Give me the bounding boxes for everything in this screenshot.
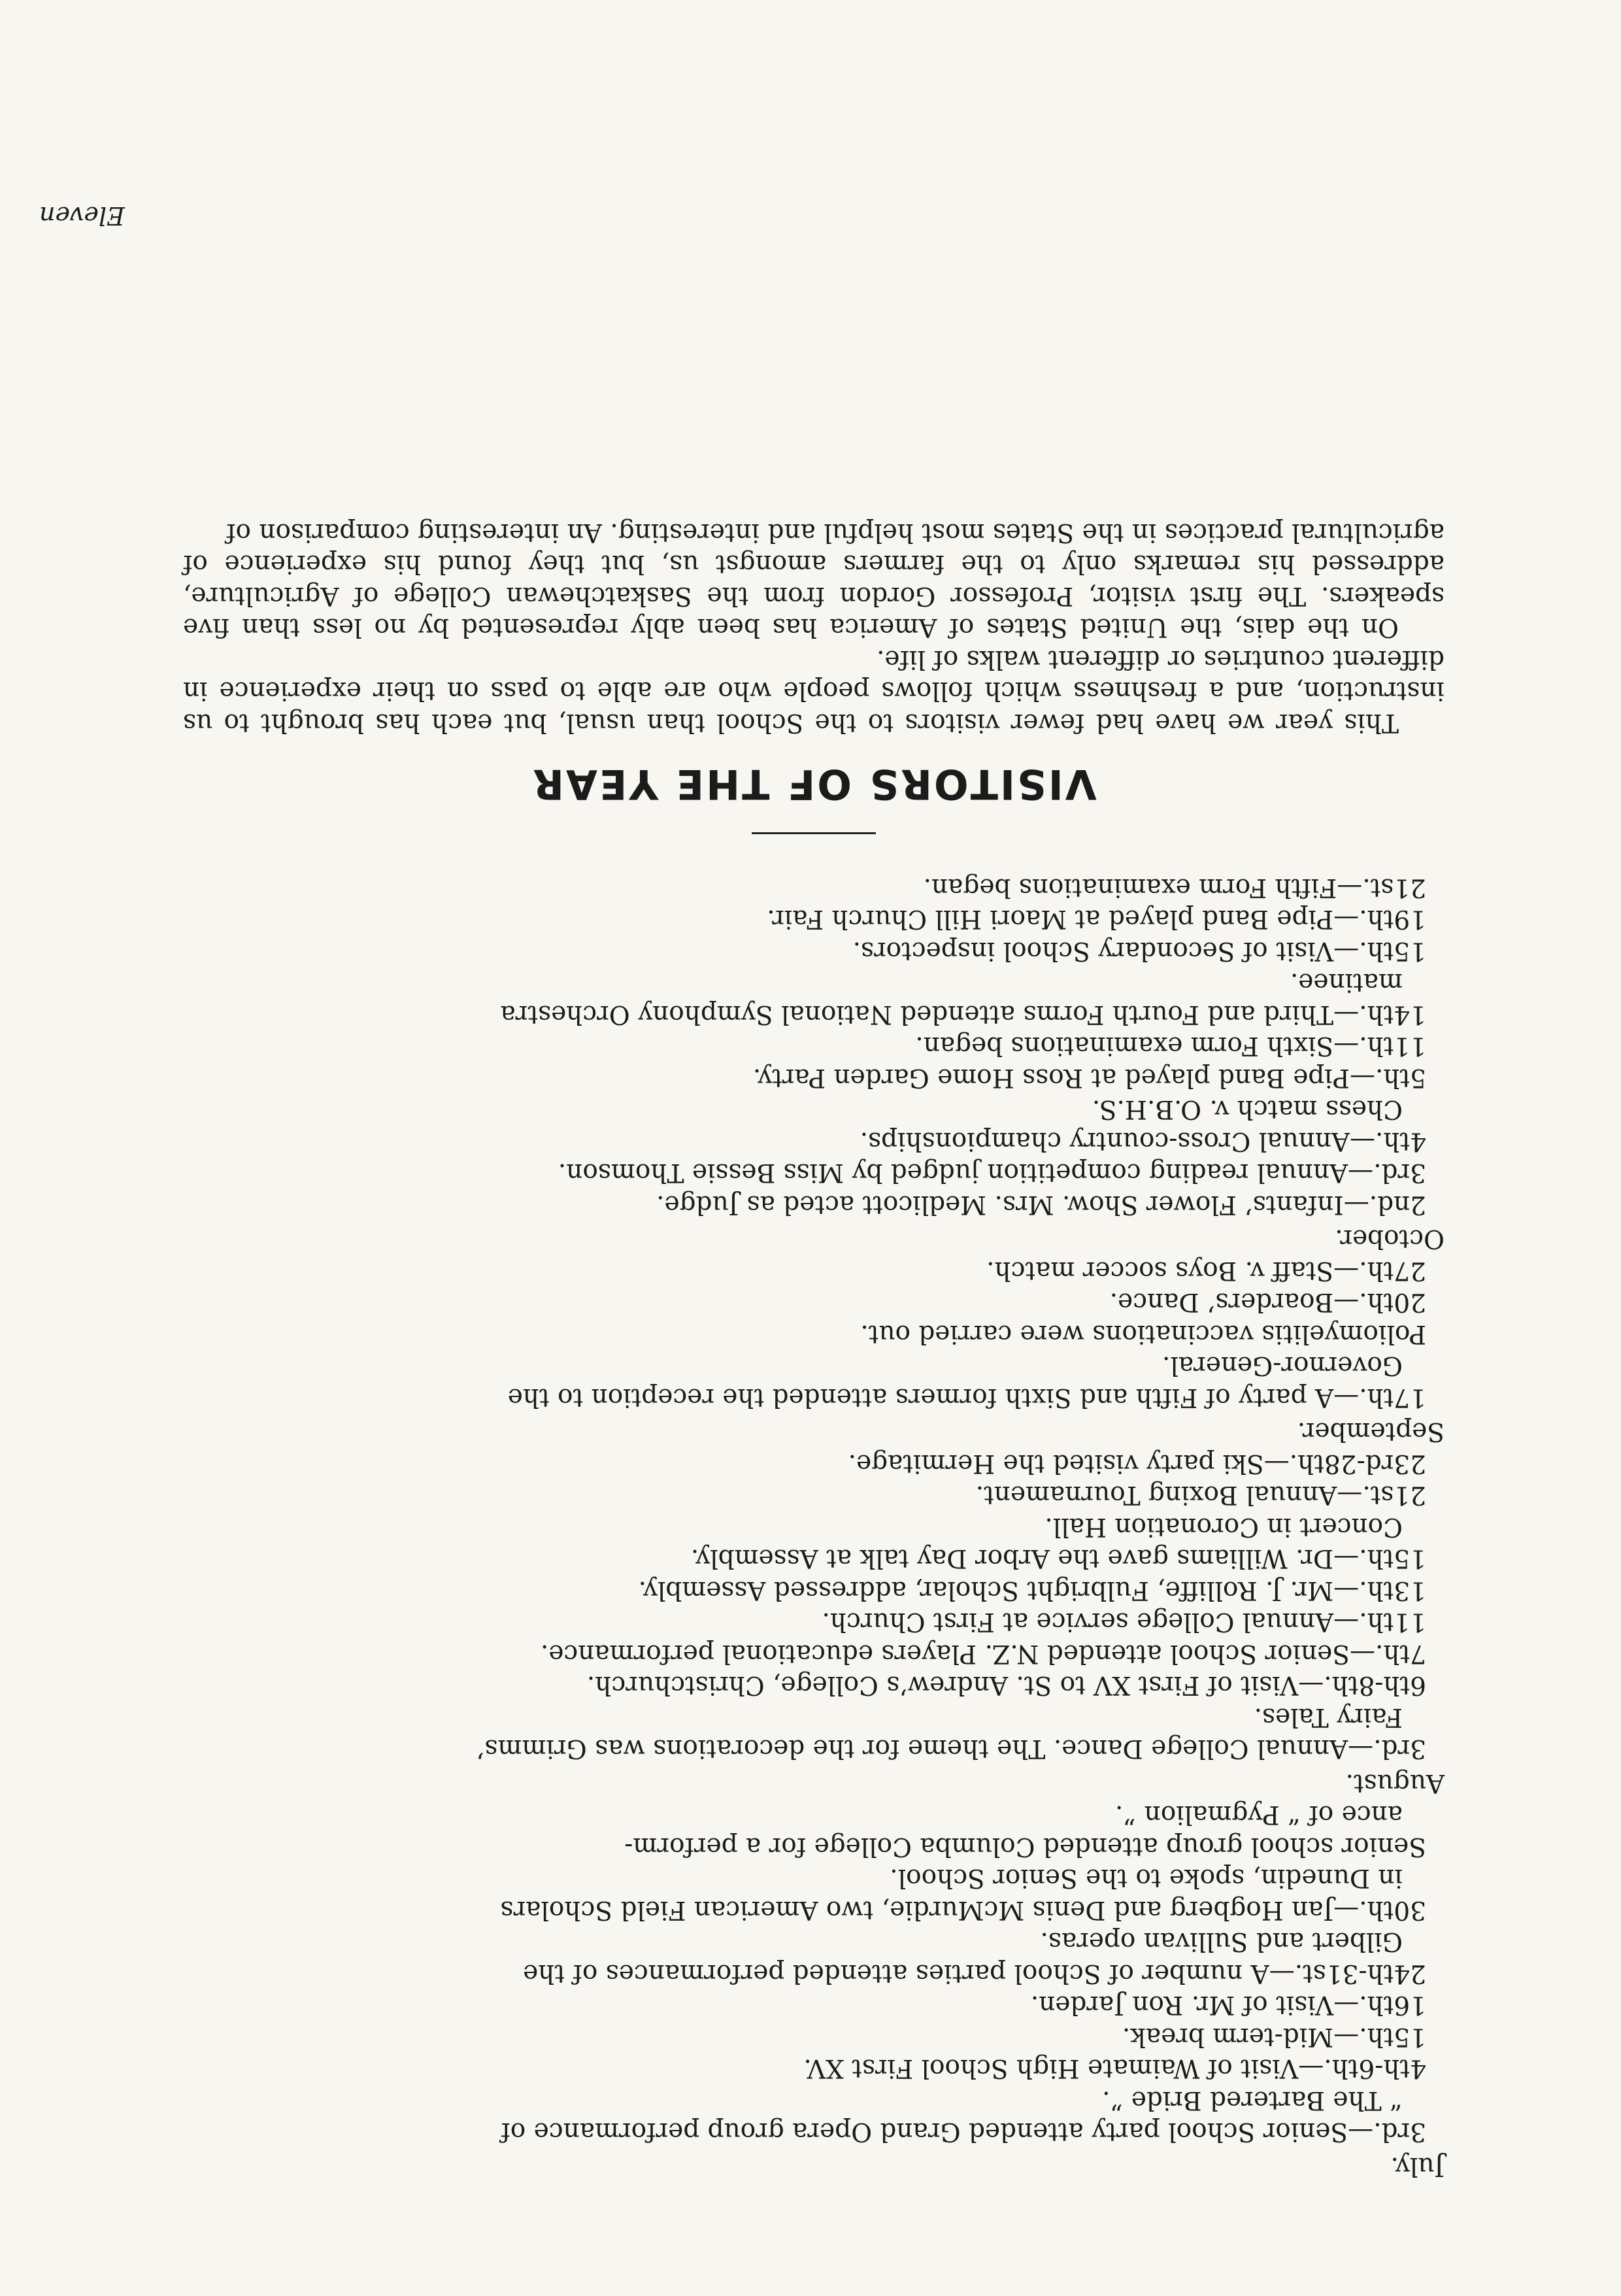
chronicle-entry: 30th.—Jan Hogberg and Denis McMurdie, two American Field Scholars in Dunedin, spoke to the Senior School. <box>500 1863 1426 1925</box>
month-heading: August. <box>1345 1768 1445 1798</box>
chronicle-entry: 24th-31st.—A number of School parties attended performances of the Gilbert and Sullivan operas. <box>523 1927 1426 1988</box>
chronicle-entry: 5th.—Pipe Band played at Ross Home Garden Party. <box>752 1063 1426 1092</box>
chronicle-entry: 13th.—Mr. J. Rolliffe, Fulbright Scholar, addressed Assembly. <box>638 1576 1426 1605</box>
month-heading: July. <box>1390 2152 1445 2181</box>
chronicle-entry: 23rd-28th.—Ski party visited the Hermitage. <box>848 1449 1426 1478</box>
chronicle-entry: 19th.—Pipe Band played at Maori Hill Church Fair. <box>767 904 1426 934</box>
chronicle-entry: 3rd.—Annual College Dance. The theme for the decorations was Grimms’ Fairy Tales. <box>476 1702 1426 1764</box>
month-section-october <box>183 871 1445 1255</box>
chronicle-entry: 17th.—A party of Fifth and Sixth formers attended the reception to the Governor-General. <box>507 1351 1426 1412</box>
chronicle-entry: 4th.—Annual Cross-country championships. Chess match v. O.B.H.S. <box>860 1094 1426 1156</box>
page-number: Eleven <box>39 201 125 230</box>
chronicle-entry: 6th-8th.—Visit of First XV to St. Andrew’s College, Christchurch. <box>586 1670 1426 1700</box>
page-content <box>183 516 1445 2182</box>
chronicle-entry: 15th.—Visit of Secondary School inspectors. <box>852 936 1426 966</box>
chronicle-entry: 7th.—Senior School attended N.Z. Players educational performance. <box>540 1639 1426 1668</box>
chronicle-entry: 21st.—Fifth Form examinations began. <box>923 873 1426 902</box>
month-section-september <box>183 1255 1445 1447</box>
month-section-july <box>183 1798 1445 2182</box>
section-divider <box>752 833 876 835</box>
chronicle-entry: 15th.—Dr. Williams gave the Arbor Day talk at Assembly. Concert in Coronation Hall. <box>690 1512 1426 1574</box>
month-heading: September. <box>1297 1417 1445 1447</box>
chronicle-entry: 4th-6th.—Visit of Waimate High School First XV. <box>803 2053 1426 2084</box>
chronicle-entry: 2nd.—Infants’ Flower Show. Mrs. Medlicott acted as Judge. <box>656 1190 1426 1219</box>
chronicle-entry: 27th.—Staff v. Boys soccer match. <box>986 1256 1426 1285</box>
month-heading: October. <box>1335 1224 1445 1254</box>
chronicle-entry: 21st.—Annual Boxing Tournament. <box>975 1480 1426 1510</box>
chronicle-entry: 20th.—Boarders’ Dance. <box>1109 1287 1426 1317</box>
chronicle-entry: 14th.—Third and Fourth Forms attended National Symphony Orchestra matinee. <box>500 968 1426 1029</box>
chronicle-entry: 3rd.—Senior School party attended Grand Opera group performance of “ The Bartered Bride ”. <box>501 2085 1426 2147</box>
chronicle-entry: Senior school group attended Columba College for a perform- ance of “ Pygmalion ”. <box>624 1800 1426 1861</box>
visitors-paragraph-2: On the dais, the United States of America has been ably represented by no less than five speakers. The first visitor, Professor Gordon from the Saskatchewan College of Agriculture, addressed his remarks only to the farmers amongst us, but they found his experience of agricultural practices in the States most helpful and interesting. An interesting comparison of <box>183 518 1445 643</box>
visitors-heading: VISITORS OF THE YEAR <box>531 760 1097 809</box>
chronicle-entry: 11th.—Annual College service at First Church. <box>822 1607 1426 1637</box>
chronicle-entry: 11th.—Sixth Form examinations began. <box>915 1031 1426 1061</box>
month-section-august <box>183 1447 1445 1799</box>
chronicle-entry: 15th.—Mid-term break. <box>1122 2022 1426 2051</box>
chronicle-entry: 3rd.—Annual reading competition judged by Miss Bessie Thomson. <box>558 1158 1426 1188</box>
visitors-paragraph-1: This year we have had fewer visitors to the School than usual, but each has brought to us instruction, and a freshness which follows people who are able to pass on their experience in different countries or different walks of life. <box>183 645 1445 737</box>
chronicle-entry: Poliomyelitis vaccinations were carried out. <box>860 1319 1426 1349</box>
chronicle-entry: 16th.—Visit of Mr. Ron Jarden. <box>1030 1990 1426 2020</box>
